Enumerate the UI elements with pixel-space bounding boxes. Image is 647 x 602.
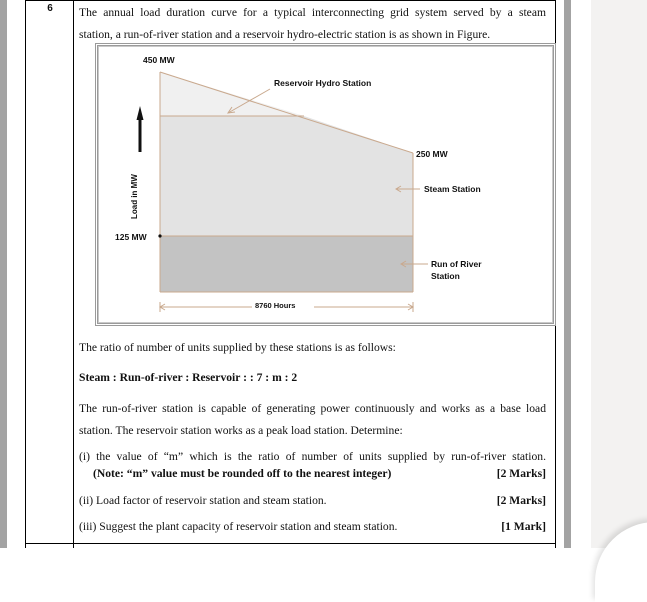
part-i-text: (i) the value of “m” which is the ratio of number of units supplied by run-of-river station. — [79, 450, 546, 463]
ratio-intro: The ratio of number of units supplied by these stations is as follows: — [79, 341, 396, 354]
ratio-expression: Steam : Run-of-river : Reservoir : : 7 : m : 2 — [79, 371, 298, 384]
question-number: 6 — [47, 3, 53, 14]
part-iii-marks: [1 Mark] — [501, 520, 546, 533]
label-250mw: 250 MW — [416, 149, 448, 159]
part-ii-text: (ii) Load factor of reservoir station and steam station. — [79, 494, 327, 507]
load-duration-figure — [95, 43, 556, 326]
part-ii-marks: [2 Marks] — [496, 494, 546, 507]
label-8760-hours: 8760 Hours — [255, 301, 296, 310]
label-river-1: Run of River — [431, 259, 482, 269]
part-iii-text: (iii) Suggest the plant capacity of reservoir station and steam station. — [79, 520, 398, 533]
part-i-note-row — [93, 467, 546, 480]
part-i-marks: [2 Marks] — [496, 467, 546, 480]
label-river-2: Station — [431, 271, 460, 281]
table-border-left — [25, 0, 26, 548]
page-edge-bar — [564, 0, 571, 548]
intro-line-2: station, a run-of-river station and a reservoir hydro-electric station is as shown in Figure. — [79, 28, 491, 41]
intro-line-1: The annual load duration curve for a typical interconnecting grid system served by a steam — [79, 6, 546, 19]
table-row-bottom — [25, 543, 556, 544]
label-125mw: 125 MW — [115, 232, 147, 242]
label-450mw: 450 MW — [143, 55, 175, 65]
steam-region — [160, 116, 413, 236]
part-ii-row — [79, 494, 546, 507]
question-intro — [79, 2, 546, 46]
context-line-1: The run-of-river station is capable of generating power continuously and works as a base load — [79, 402, 546, 415]
side-panel — [591, 0, 647, 548]
label-steam: Steam Station — [424, 184, 481, 194]
table-column-divider — [73, 0, 74, 548]
y-axis-label: Load in MW — [130, 174, 139, 219]
part-iii-row — [79, 520, 546, 533]
table-row-top — [25, 0, 556, 1]
part-i — [79, 449, 546, 465]
part-i-note: (Note: “m” value must be rounded off to the nearest integer) — [93, 467, 392, 480]
label-reservoir: Reservoir Hydro Station — [274, 78, 372, 88]
left-scroll-gutter — [0, 0, 7, 548]
context-line-2: station. The reservoir station works as a peak load station. Determine: — [79, 424, 403, 437]
run-of-river-region — [160, 236, 413, 292]
context-paragraph — [79, 398, 546, 442]
